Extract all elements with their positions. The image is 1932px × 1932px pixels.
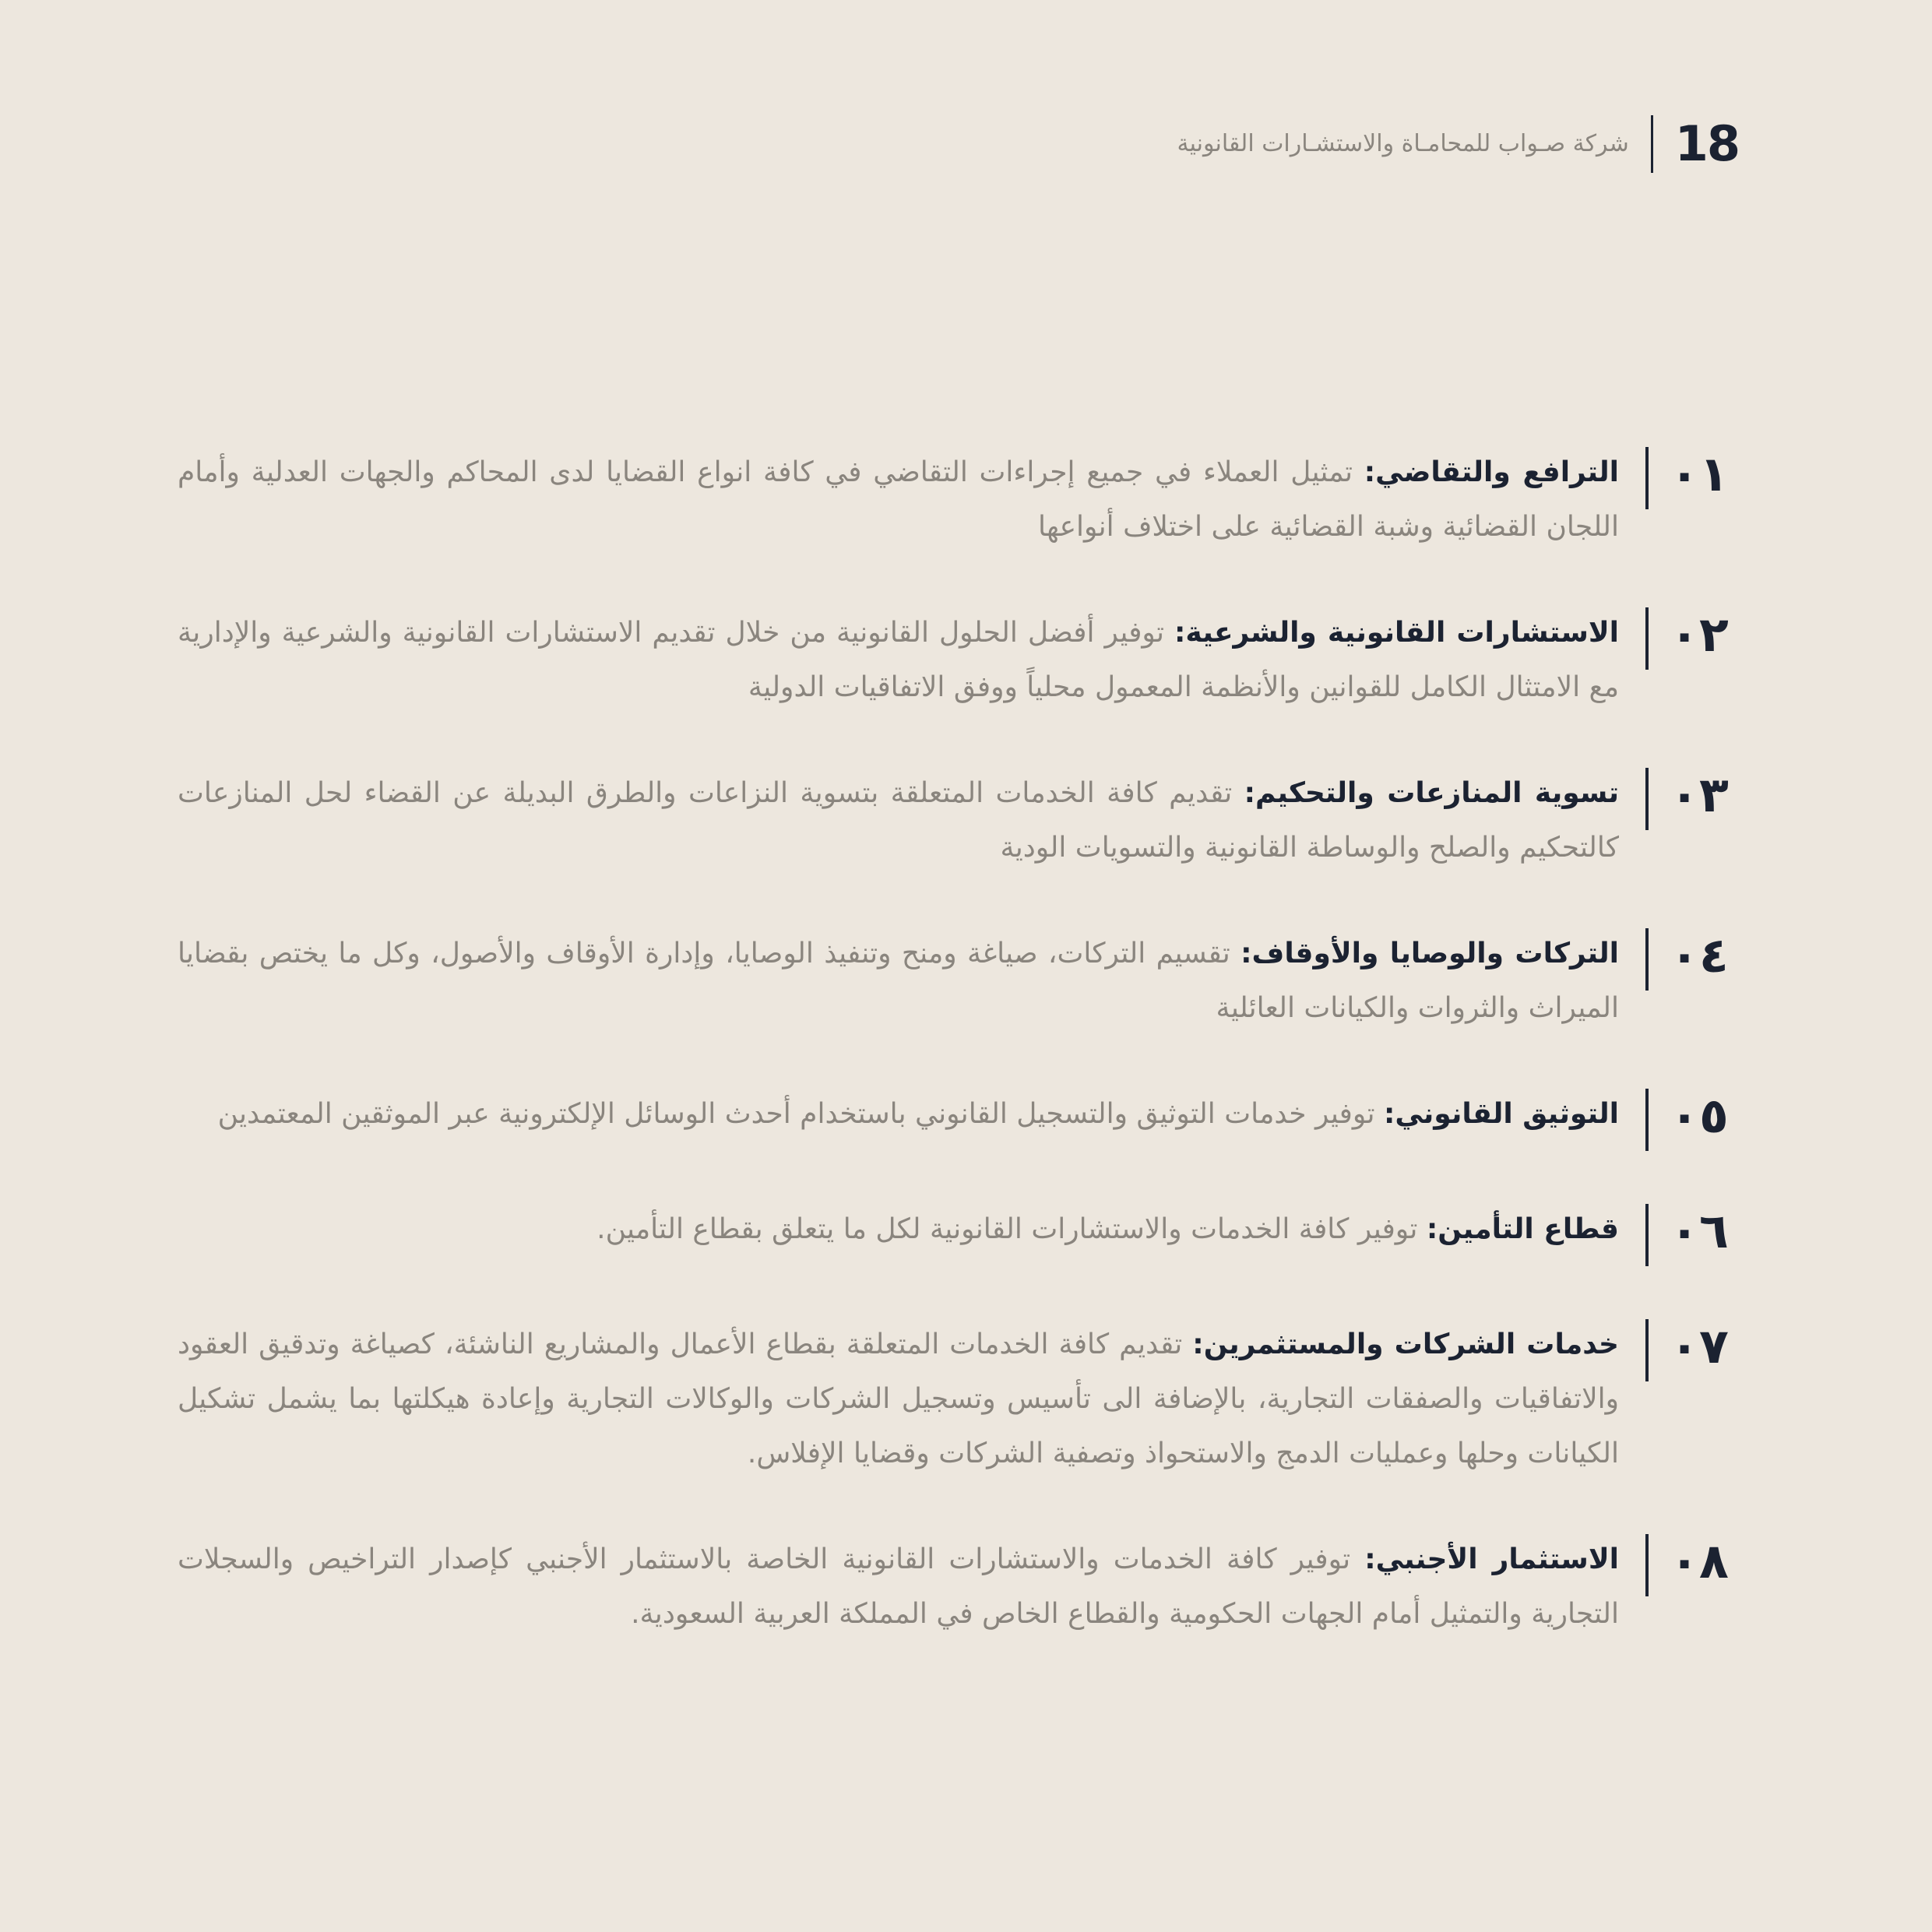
service-description: توفير كافة الخدمات والاستشارات القانونية لكل ما يتعلق بقطاع التأمين.	[596, 1213, 1418, 1245]
service-text	[178, 1533, 1619, 1642]
item-number: ٠٥	[1670, 1087, 1729, 1144]
service-text	[178, 766, 1619, 875]
service-text	[178, 1202, 1619, 1257]
service-description: تمثيل العملاء في جميع إجراءات التقاضي في كافة انواع القضايا لدى المحاكم والجهات العدلية وأمام اللجان القضائية وشبة القضائية على اختلاف أنواعها	[178, 456, 1619, 543]
item-divider	[1645, 768, 1649, 830]
service-heading: تسوية المنازعات والتحكيم:	[1244, 777, 1620, 809]
service-item-legal-consultations	[178, 606, 1737, 715]
service-item-insurance-sector	[178, 1202, 1737, 1266]
service-description: تقسيم التركات، صياغة ومنح وتنفيذ الوصايا، وإدارة الأوقاف والأصول، وكل ما يختص بقضايا الميراث والثروات والكيانات العائلية	[178, 938, 1619, 1024]
item-divider	[1645, 447, 1649, 509]
service-heading: الترافع والتقاضي:	[1364, 456, 1619, 488]
services-list	[178, 445, 1737, 1693]
service-description: تقديم كافة الخدمات المتعلقة بقطاع الأعمال والمشاريع الناشئة، كصياغة وتدقيق العقود والاتفاقيات والصفقات التجارية، بالإضافة الى تأسيس وتسجيل الشركات والوكالات التجارية وإعادة هيكلتها بما يشمل تشكيل الكيانات وحلها وعمليات الدمج والاستحواذ وتصفية الشركات وقضايا الإفلاس.	[178, 1328, 1619, 1469]
page-header	[1177, 115, 1739, 173]
item-number: ٠٦	[1670, 1202, 1729, 1259]
service-heading: التركات والوصايا والأوقاف:	[1240, 938, 1619, 970]
service-description: توفير خدمات التوثيق والتسجيل القانوني باستخدام أحدث الوسائل الإلكترونية عبر الموثقين المعتمدين	[217, 1098, 1375, 1130]
service-item-litigation	[178, 445, 1737, 554]
service-heading: خدمات الشركات والمستثمرين:	[1192, 1328, 1619, 1360]
item-divider	[1645, 1089, 1649, 1151]
item-divider	[1645, 1534, 1649, 1596]
service-item-legal-notarization	[178, 1087, 1737, 1151]
service-heading: الاستشارات القانونية والشرعية:	[1174, 617, 1619, 649]
item-number: ٠٤	[1670, 927, 1729, 984]
item-number: ٠٣	[1670, 766, 1729, 823]
item-divider	[1645, 607, 1649, 670]
service-text	[178, 1318, 1619, 1481]
service-item-corporate-investor-services	[178, 1318, 1737, 1481]
header-divider	[1651, 115, 1653, 173]
service-item-foreign-investment	[178, 1533, 1737, 1642]
item-number: ٠٧	[1670, 1318, 1729, 1374]
service-text	[178, 1087, 1619, 1142]
firm-name: شركة صـواب للمحامـاة والاستشـارات القانونية	[1177, 130, 1629, 157]
item-number: ٠٨	[1670, 1533, 1729, 1589]
item-divider	[1645, 1204, 1649, 1266]
service-text	[178, 606, 1619, 715]
service-description: توفير كافة الخدمات والاستشارات القانونية الخاصة بالاستثمار الأجنبي كإصدار التراخيص والسجلات التجارية والتمثيل أمام الجهات الحكومية والقطاع الخاص في المملكة العربية السعودية.	[178, 1543, 1619, 1630]
service-description: تقديم كافة الخدمات المتعلقة بتسوية النزاعات والطرق البديلة عن القضاء لحل المنازعات كالتحكيم والصلح والوساطة القانونية والتسويات الودية	[178, 777, 1619, 864]
item-divider	[1645, 1319, 1649, 1381]
service-heading: قطاع التأمين:	[1426, 1213, 1619, 1245]
service-item-dispute-resolution	[178, 766, 1737, 875]
page-number: 18	[1674, 115, 1739, 172]
service-description: توفير أفضل الحلول القانونية من خلال تقديم الاستشارات القانونية والشرعية والإدارية مع الامتثال الكامل للقوانين والأنظمة المعمول محلياً ووفق الاتفاقيات الدولية	[178, 617, 1619, 703]
item-number: ٠٢	[1670, 606, 1729, 663]
item-divider	[1645, 928, 1649, 991]
service-heading: الاستثمار الأجنبي:	[1364, 1543, 1619, 1575]
service-heading: التوثيق القانوني:	[1383, 1098, 1619, 1130]
service-item-estates-wills-endowments	[178, 927, 1737, 1036]
item-number: ٠١	[1670, 445, 1729, 502]
service-text	[178, 927, 1619, 1036]
service-text	[178, 445, 1619, 554]
